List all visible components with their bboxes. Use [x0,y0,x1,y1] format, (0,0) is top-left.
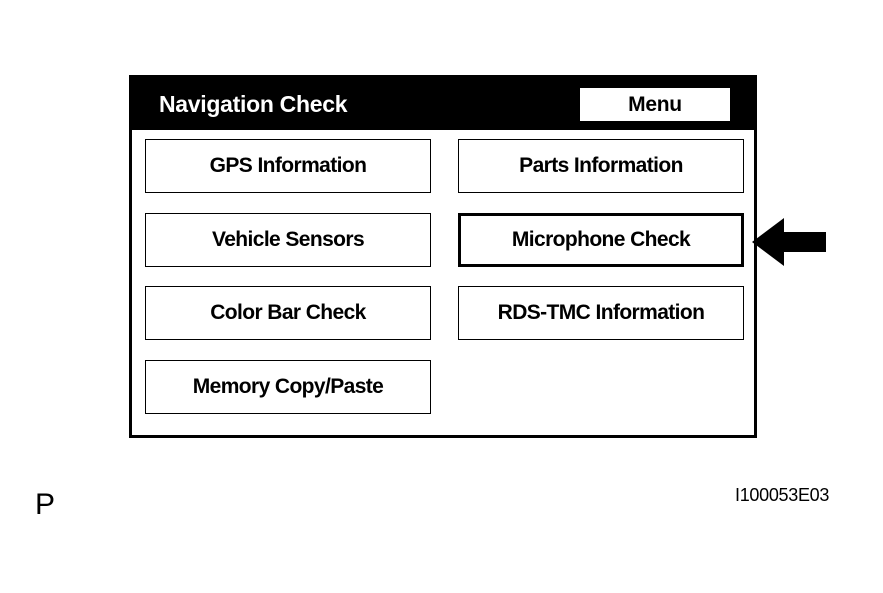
memory-copy-paste-button[interactable]: Memory Copy/Paste [145,360,431,414]
gps-information-button[interactable]: GPS Information [145,139,431,193]
header-bar [132,78,754,130]
microphone-check-button[interactable]: Microphone Check [458,213,744,267]
navigation-check-screen [129,75,757,438]
left-arrow-icon [748,214,828,270]
parts-information-button[interactable]: Parts Information [458,139,744,193]
page-title: Navigation Check [159,91,348,117]
color-bar-check-button[interactable]: Color Bar Check [145,286,431,340]
vehicle-sensors-button[interactable]: Vehicle Sensors [145,213,431,267]
figure-id: I100053E03 [735,485,830,505]
view-label: P [35,488,56,521]
rds-tmc-information-button[interactable]: RDS-TMC Information [458,286,744,340]
menu-button[interactable]: Menu [580,88,730,121]
